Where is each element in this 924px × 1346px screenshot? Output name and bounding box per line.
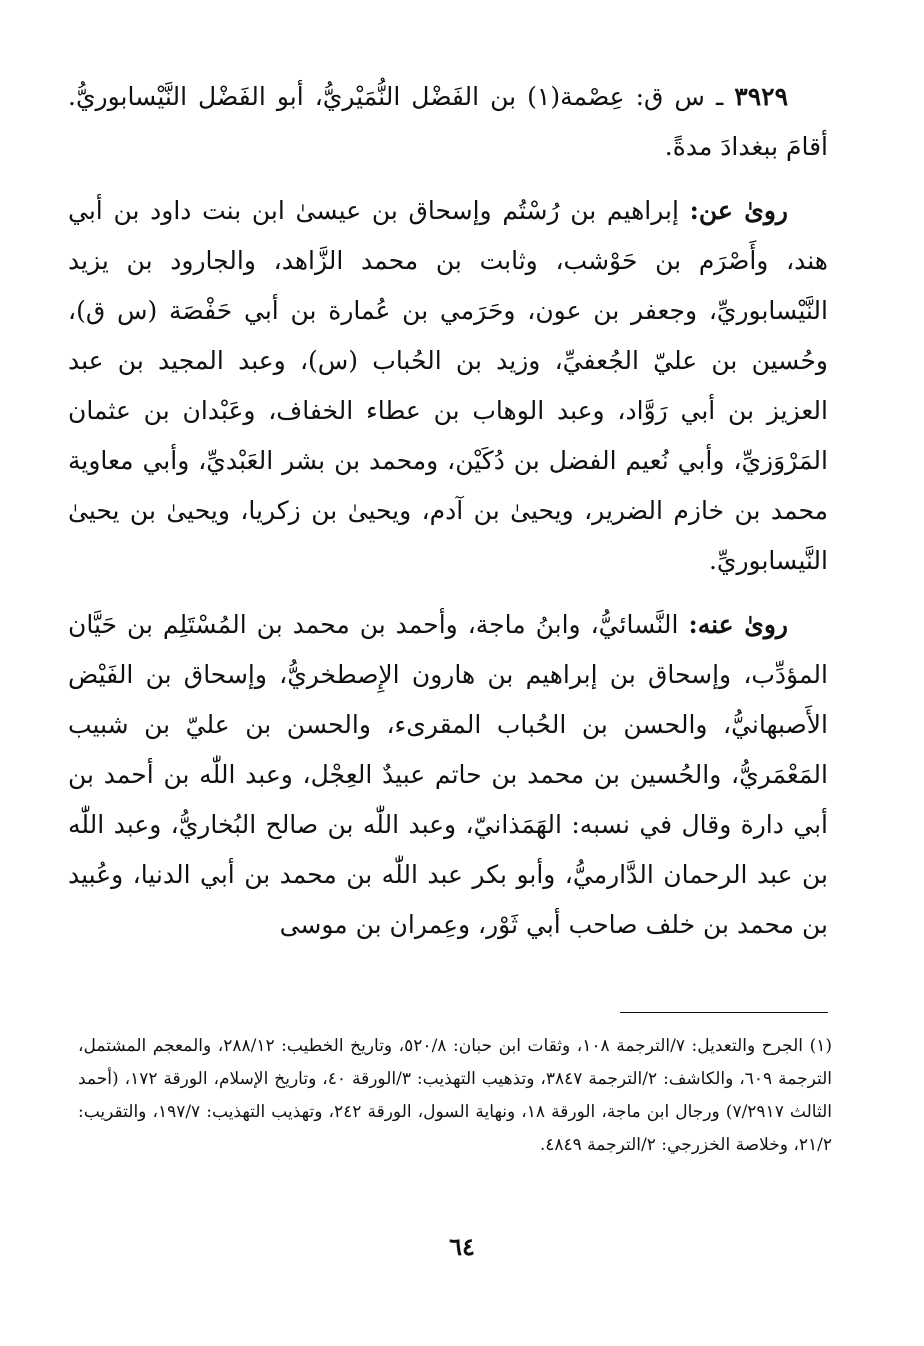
narrated-from-paragraph [68,186,828,586]
narrated-from-text: إبراهيم بن رُسْتُم وإسحاق بن عيسىٰ ابن بنت داود بن أبي هند، وأَصْرَم بن حَوْشب، وثابت بن محمد الزَّاهد، والجارود بن يزيد النَّيْسابوريِّ، وجعفر بن عون، وحَرَمي بن عُمارة بن أبي حَفْصَة (س ق)، وحُسين بن عليّ الجُعفيِّ، وزيد بن الحُباب (س)، وعبد المجيد بن عبد العزيز بن أبي رَوَّاد، وعبد الوهاب بن عطاء الخفاف، وعَبْدان بن عثمان المَرْوَزيِّ، وأبي نُعيم الفضل بن دُكَيْن، ومحمد بن بشر العَبْديِّ، وأبي معاوية محمد بن خازم الضرير، ويحيىٰ بن آدم، ويحيىٰ بن زكريا، ويحيىٰ بن يحيىٰ النَّيسابوريِّ. [68,196,828,575]
narrated-from-label: روىٰ عن: [689,196,789,225]
entry-heading-paragraph [68,72,828,172]
page-number: ٦٤ [449,1232,475,1261]
entry-heading-text: ـ س ق: عِصْمة(١) بن الفَضْل النُّمَيْريُّ، أبو الفَضْل النَّيْسابوريُّ. أقامَ ببغدادَ مدةً. [68,82,828,161]
footnote-separator [620,1012,828,1013]
footnote: (١) الجرح والتعديل: ٧/الترجمة ١٠٨، وثقات ابن حبان: ٥٢٠/٨، وتاريخ الخطيب: ٢٨٨/١٢، والمعجم المشتمل، الترجمة ٦٠٩، والكاشف: ٢/الترجمة ٣٨٤٧، وتذهيب التهذيب: ٣/الورقة ٤٠، وتاريخ الإسلام، الورقة ١٧٢، (أحمد الثالث ٧/٢٩١٧) ورجال ابن ماجة، الورقة ١٨، ونهاية السول، الورقة ٢٤٢، وتهذيب التهذيب: ١٩٧/٧، والتقريب: ٢١/٢، وخلاصة الخزرجي: ٢/الترجمة ٤٨٤٩. [78,1036,832,1155]
narrated-by-text: النَّسائيُّ، وابنُ ماجة، وأحمد بن محمد بن المُسْتَلِم بن حَيَّان المؤدِّب، وإسحاق بن إبراهيم بن هارون الإِصطخريُّ، وإسحاق بن الفَيْض الأَصبهانيُّ، والحسن بن الحُباب المقرىء، والحسن بن عليّ بن شبيب المَعْمَريُّ، والحُسين بن محمد بن حاتم عبيدٌ العِجْل، وعبد اللّٰه بن أحمد بن أبي دارة وقال في نسبه: الهَمَذانيّ، وعبد اللّٰه بن صالح البُخاريُّ، وعبد اللّٰه بن عبد الرحمان الدَّارميُّ، وأبو بكر عبد اللّٰه بن محمد بن أبي الدنيا، وعُبيد بن محمد بن خلف صاحب أبي ثَوْر، وعِمران بن موسى [68,610,828,939]
narrated-by-paragraph [68,600,828,950]
entry-number: ٣٩٢٩ [734,82,789,111]
narrated-by-label: روىٰ عنه: [688,610,789,639]
main-text [68,72,828,964]
